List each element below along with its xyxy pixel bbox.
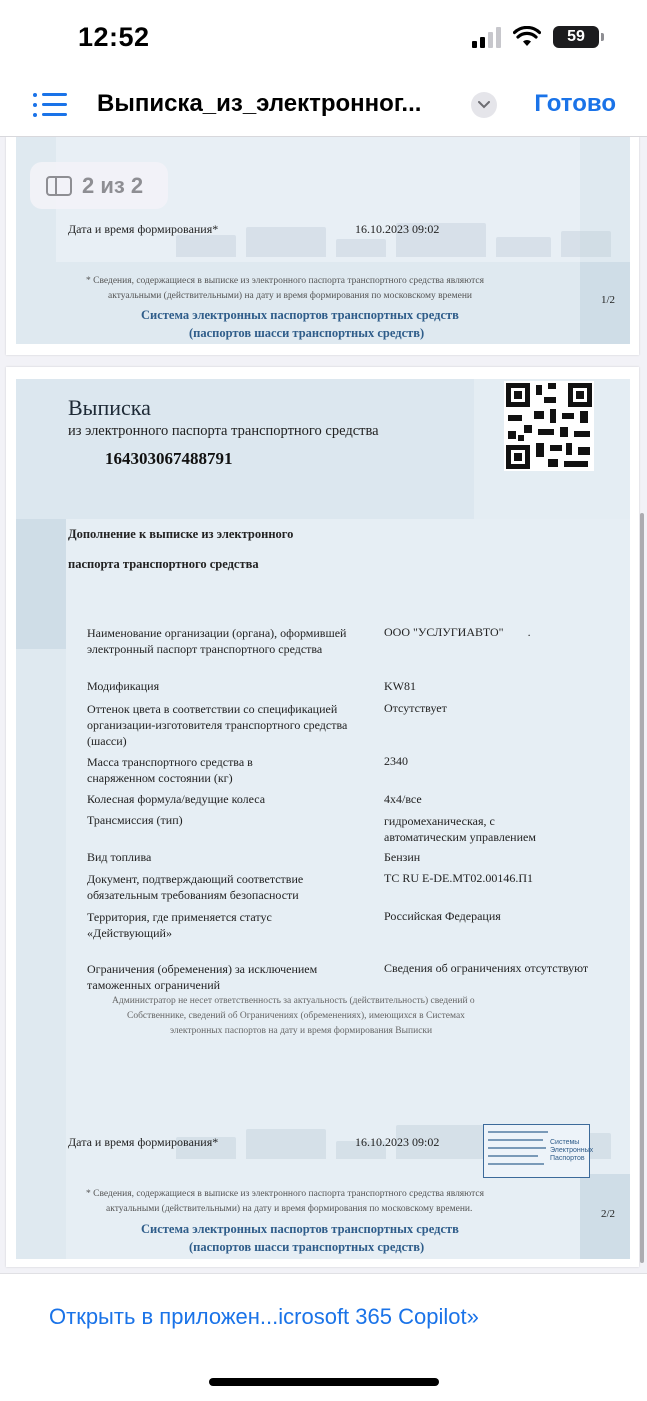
status-icons [472, 26, 599, 48]
page-indicator[interactable] [30, 162, 168, 209]
page-number: 1/2 [601, 294, 616, 306]
row-label: Территория, где применяется статус «Действующий» [87, 910, 272, 940]
bottom-bar [0, 1273, 647, 1401]
open-in-app-button[interactable]: Открыть в приложен...icrosoft 365 Copilot» [49, 1304, 479, 1329]
document-viewer[interactable] [0, 137, 647, 1273]
row-value: Отсутствует [384, 701, 447, 715]
disclaimer-line-2: Собственнике, сведений об Ограничениях (обременениях), имеющихся в Системах [127, 1011, 465, 1021]
row-value: Бензин [384, 850, 421, 864]
row-label: Ограничения (обременения) за исключением таможенных ограничений [87, 962, 318, 992]
system-line-1: Система электронных паспортов транспортных средств [141, 1222, 459, 1236]
status-time: 12:52 [78, 22, 150, 52]
date-value: 16.10.2023 09:02 [355, 222, 440, 236]
document-title[interactable]: Выписка_из_электронног... [97, 90, 422, 117]
nav-bar [0, 78, 647, 137]
row-value: ТС RU E-DE.МТ02.00146.П1 [384, 871, 533, 885]
footnote-line-1: * Сведения, содержащиеся в выписке из электронного паспорта транспортного средства являются [86, 1189, 485, 1199]
extract-subtitle: из электронного паспорта транспортного средства [68, 423, 379, 439]
row-value: 4x4/все [384, 792, 422, 806]
pdf-page-2 [6, 367, 639, 1267]
footnote-line-2: актуальными (действительными) на дату и время формирования по московскому времени. [106, 1204, 473, 1214]
list-menu-icon[interactable] [33, 92, 67, 118]
date-value: 16.10.2023 09:02 [355, 1135, 440, 1149]
row-label: Колесная формула/ведущие колеса [87, 792, 266, 806]
row-label: Наименование организации (органа), оформившей электронный паспорт транспортного средства [87, 626, 347, 656]
scrollbar[interactable] [640, 513, 644, 1263]
row-value: ООО "УСЛУГИАВТО" . [384, 625, 531, 639]
row-label: Вид топлива [87, 850, 152, 864]
done-button[interactable]: Готово [534, 90, 616, 117]
battery-icon: 59 [553, 26, 599, 48]
footnote-line-2: актуальными (действительными) на дату и время формирования по московскому времени [108, 291, 472, 301]
page-2-sheet [16, 379, 630, 1259]
row-label: Документ, подтверждающий соответствие обязательным требованиям безопасности [87, 872, 304, 902]
row-label: Трансмиссия (тип) [87, 813, 183, 827]
section-title-line-2: паспорта транспортного средства [68, 557, 259, 571]
extract-title: Выписка [68, 395, 151, 420]
row-label: Масса транспортного средства в снаряженном состоянии (кг) [87, 755, 253, 785]
page-indicator-label: 2 из 2 [82, 172, 144, 198]
sidebar-icon [46, 176, 72, 196]
row-label: Оттенок цвета в соответствии со спецификацией организации-изготовителя транспортного средства (шасси) [87, 702, 348, 748]
date-label: Дата и время формирования* [68, 1135, 219, 1149]
chevron-down-icon[interactable] [471, 92, 497, 118]
cellular-signal-icon [472, 26, 501, 48]
row-value: Сведения об ограничениях отсутствуют [384, 961, 589, 975]
signature-stamp: Системы Электронных Паспортов [483, 1124, 590, 1178]
page-number: 2/2 [601, 1208, 616, 1220]
status-bar [0, 0, 647, 78]
wifi-icon [513, 26, 541, 48]
qr-code [504, 381, 594, 471]
footnote-line-1: * Сведения, содержащиеся в выписке из электронного паспорта транспортного средства являются [86, 276, 485, 286]
row-label: Модификация [87, 679, 160, 693]
date-label: Дата и время формирования* [68, 222, 219, 236]
row-value: гидромеханическая, с автоматическим управлением [384, 814, 536, 844]
row-value: 2340 [384, 754, 408, 768]
system-line-2: (паспортов шасси транспортных средств) [189, 1240, 425, 1254]
system-line-2: (паспортов шасси транспортных средств) [189, 326, 425, 340]
passport-number: 164303067488791 [105, 449, 233, 468]
system-line-1: Система электронных паспортов транспортных средств [141, 308, 459, 322]
row-value: Российская Федерация [384, 909, 501, 923]
home-indicator[interactable] [209, 1378, 439, 1386]
row-value: KW81 [384, 679, 416, 693]
section-title-line-1: Дополнение к выписке из электронного [68, 527, 294, 541]
disclaimer-line-1: Администратор не несет ответственность за актуальность (действительность) сведений о [112, 996, 475, 1006]
disclaimer-line-3: электронных паспортов на дату и время формирования Выписки [170, 1026, 433, 1036]
